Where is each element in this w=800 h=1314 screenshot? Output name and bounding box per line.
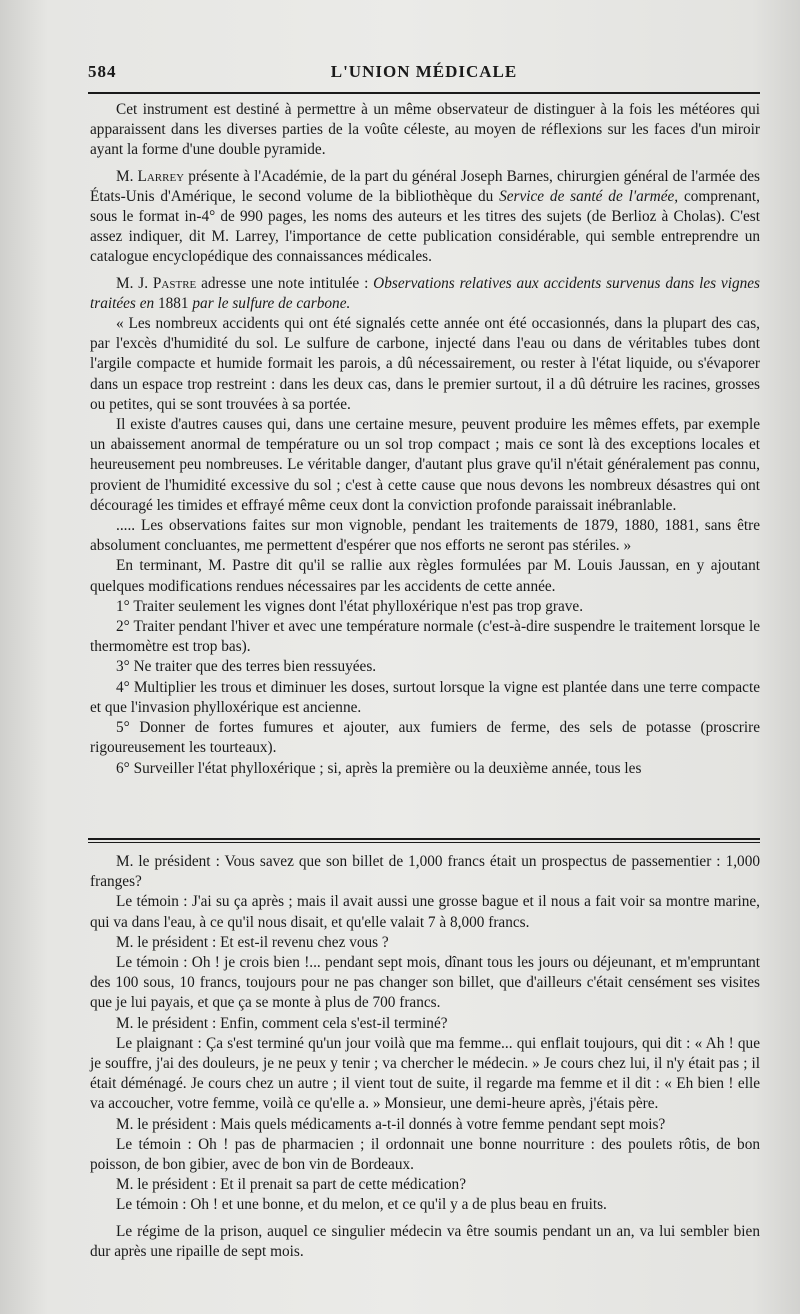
dialogue-line: M. le président : Enfin, comment cela s'est-il terminé? <box>116 1014 448 1032</box>
causes-paragraph: Il existe d'autres causes qui, dans une certaine mesure, peuvent produire les mêmes effets, par exemple un abaissement anormal de température ou un sol trop compact ; mais ce sont là des exceptions locales et heureusement peu nombreuses. Le véritable danger, d'autant plus grave qu'il n'était généralement pas connu, provient de l'humidité excessive du sol ; c'est à cette cause que nous devons les nombreux désastres qui ont découragé les timides et effrayé même ceux dont la conviction profonde paraissait inébranlable. <box>90 416 760 514</box>
rule-item: 4° Multiplier les trous et diminuer les doses, surtout lorsque la vigne est plantée dans une terre compacte et que l'invasion phylloxérique est ancienne. <box>90 678 760 716</box>
dialogue-line: M. le président : Et est-il revenu chez vous ? <box>116 933 389 951</box>
accidents-paragraph: « Les nombreux accidents qui ont été signalés cette année ont été occasionnés, dans la plupart des cas, par l'excès d'humidité du sol. Le sulfure de carbone, injecté dans l'eau ou dans de véritables tubes dont l'argile compacte et humide formait les parois, a dû nécessairement, ou rester à l'état liquide, ou s'évaporer dans un espace trop restreint : dans les deux cas, dans le premier surtout, il a dû détruire les racines, grosses ou petites, qui se sont trouvées à sa portée. <box>90 315 760 413</box>
conclusion-paragraph: En terminant, M. Pastre dit qu'il se rallie aux règles formulées par M. Louis Jaussan, en y ajoutant quelques modifications rendues nécessaires par les accidents de cette année. <box>90 557 760 595</box>
dialogue-line: Le témoin : Oh ! pas de pharmacien ; il ordonnait une bonne nourriture : des poulets rôtis, de bon poisson, de bon gibier, avec de bon vin de Bordeaux. <box>90 1135 760 1174</box>
rule-item: 2° Traiter pendant l'hiver et avec une température normale (c'est-à-dire suspendre le traitement lorsque le thermomètre est trop bas). <box>90 618 760 656</box>
page-number: 584 <box>88 62 117 81</box>
pastre-title: Observations relatives aux accidents survenus dans les vignes traitées en <box>90 274 760 312</box>
dialogue-line: Le témoin : J'ai su ça après ; mais il avait aussi une grosse bague et il nous a fait voir sa montre marine, qui va dans l'eau, à ce qu'il nous disait, et qu'elle valait 7 à 8,000 francs. <box>90 893 760 931</box>
journal-title: L'UNION MÉDICALE <box>330 62 518 81</box>
trial-section <box>90 852 760 1262</box>
larrey-paragraph <box>90 167 760 268</box>
section-divider-thin <box>88 842 760 843</box>
running-header <box>88 62 760 88</box>
dialogue-line: M. le président : Vous savez que son billet de 1,000 francs était un prospectus de passementier : 1,000 franges? <box>90 853 760 891</box>
pastre-title-end: par le sulfure de carbone. <box>192 294 351 312</box>
pastre-year: 1881 <box>154 294 193 312</box>
dialogue-line: Le témoin : Oh ! et une bonne, et du melon, et ce qu'il y a de plus beau en fruits. <box>116 1196 607 1214</box>
rule-item: 3° Ne traiter que des terres bien ressuyées. <box>116 658 377 676</box>
observations-paragraph: ..... Les observations faites sur mon vignoble, pendant les traitements de 1879, 1880, 1881, sans être absolument concluantes, me permettent d'espérer que nos efforts ne seront pas stériles. » <box>90 517 760 555</box>
closing-paragraph: Le régime de la prison, auquel ce singulier médecin va être soumis pendant un an, va lui sembler bien dur après une ripaille de sept mois. <box>90 1222 760 1260</box>
larrey-lead: M. <box>116 167 138 185</box>
dialogue-line: Le témoin : Oh ! je crois bien !... pendant sept mois, dînant tous les jours ou déjeunant, et m'empruntant des 100 sous, 10 francs, toujours pour ne pas changer son billet, que d'ailleurs c'était censément ses visites que je lui payais, et que ça se monte à plus de 700 francs. <box>90 954 760 1012</box>
pastre-paragraph <box>90 274 760 314</box>
rule-item: 1° Traiter seulement les vignes dont l'état phylloxérique n'est pas trop grave. <box>116 597 584 615</box>
academy-section <box>90 100 760 779</box>
rule-item: 5° Donner de fortes fumures et ajouter, aux fumiers de ferme, des sels de potasse (proscrire rigoureusement les tourteaux). <box>90 719 760 757</box>
pastre-name: Pastre <box>152 274 197 292</box>
dialogue-line: Le plaignant : Ça s'est terminé qu'un jour voilà que ma femme... qui enflait toujours, qui dit : « Ah ! que je souffre, j'ai des douleurs, je ne peux y tenir ; va chercher le médecin. » Je cours chez lui, il n'y était pas ; il était déménagé. Je cours chez un autre ; il vient tout de suite, il regarde ma femme et il dit : « Eh bien ! elle va accoucher, votre femme, voilà ce qu'elle a. » Monsieur, une demi-heure après, j'étais père. <box>90 1034 760 1113</box>
dialogue-line: M. le président : Mais quels médicaments a-t-il donnés à votre femme pendant sept mois? <box>116 1115 666 1133</box>
section-divider <box>88 838 760 840</box>
dialogue-line: M. le président : Et il prenait sa part de cette médication? <box>116 1176 466 1194</box>
larrey-italic: Service de santé de l'armée, <box>499 187 679 205</box>
pastre-text: adresse une note intitulée : <box>196 274 374 292</box>
larrey-text-a: présente à l'Académie, de la part du général Joseph Barnes, chirurgien général de l'armée des États-Unis d'Amérique, le second volume de la bibliothèque du <box>90 167 761 205</box>
header-rule <box>88 92 760 94</box>
larrey-text-b: comprenant, sous le format in-4° de 990 pages, les noms des auteurs et les titres des sujets (de Berlioz à Cholas). C'est assez indiquer, dit M. Larrey, l'importance de cette publication considérable, qui semble entreprendre un catalogue encyclopédique des connaissances médicales. <box>90 187 760 266</box>
larrey-name: Larrey <box>137 167 185 185</box>
rule-item: 6° Surveiller l'état phylloxérique ; si, après la première ou la deuxième année, tous les <box>116 759 642 777</box>
pastre-lead: M. J. <box>116 274 153 292</box>
instrument-paragraph: Cet instrument est destiné à permettre à un même observateur de distinguer à la fois les météores qui apparaissent dans les diverses parties de la voûte céleste, au moyen de réflexions sur les faces d'un miroir ayant la forme d'une double pyramide. <box>90 101 760 159</box>
